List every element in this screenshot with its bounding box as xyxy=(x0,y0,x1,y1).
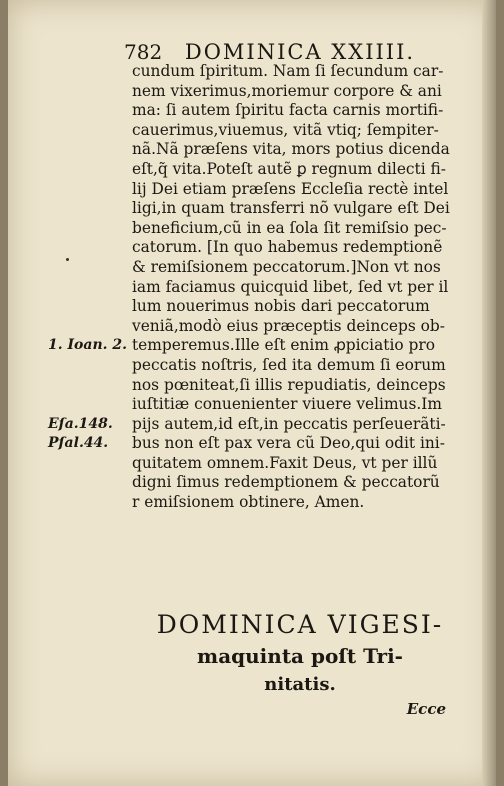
text-line: bus non eſt pax vera cũ Deo,qui odit ini- xyxy=(132,434,445,453)
margin-reference: 1. Ioan. 2. xyxy=(48,337,127,354)
text-line: iuſtitiæ conuenienter viuere velimus.Im xyxy=(132,395,442,414)
text-line: nem vixerimus,moriemur corpore & ani xyxy=(132,81,442,100)
catchword: Ecce xyxy=(406,700,446,718)
text-line: beneficium,cũ in ea ſola ſit remiſsio pec- xyxy=(132,218,447,237)
text-line: nã.Nã præſens vita, mors potius dicenda xyxy=(132,140,450,159)
text-line: ligi,in quam transferri nõ vulgare eſt Dei xyxy=(132,199,450,218)
text-line: iam faciamus quicquid libet, ſed vt per il xyxy=(132,277,449,296)
book-page xyxy=(8,0,496,786)
text-line: pijs autem,id eſt,in peccatis perſeuerãti- xyxy=(132,414,446,433)
ink-speck xyxy=(66,258,69,261)
margin-reference: Eſa.148. xyxy=(48,415,113,432)
text-line: r emiſsionem obtinere, Amen. xyxy=(132,493,365,512)
text-line: lij Dei etiam præſens Eccleſia rectè intel xyxy=(132,179,449,198)
text-line: quitatem omnem.Faxit Deus, vt per illũ xyxy=(132,453,438,472)
text-line: ma: ſi autem ſpiritu facta carnis mortifi- xyxy=(132,101,444,120)
text-line: catorum. [In quo habemus redemptionẽ xyxy=(132,238,443,257)
running-title: DOMINICA XXIIII. xyxy=(184,40,416,64)
page-edge xyxy=(482,0,496,786)
body-text xyxy=(132,62,470,513)
text-line: & remiſsionem peccatorum.]Non vt nos xyxy=(132,257,441,276)
text-line: nos pœniteat,ſi illis repudiatis, deinceps xyxy=(132,375,446,394)
text-line: cauerimus,viuemus, vitã vtiq; ſempiter- xyxy=(132,120,439,139)
text-line: digni ſimus redemptionem & peccatorũ xyxy=(132,473,440,492)
section-title xyxy=(120,610,480,702)
page-number: 782 xyxy=(124,40,163,64)
text-line: veniã,modò eius præceptis deinceps ob- xyxy=(132,316,445,335)
text-line: peccatis noſtris, ſed ita demum ſi eorum xyxy=(132,355,446,374)
text-line: cundum ſpiritum. Nam ſi ſecundum car- xyxy=(132,62,444,80)
margin-reference: Pſal.44. xyxy=(48,435,109,452)
text-line: eſt,q̃ vita.Poteſt autẽ ꝑ regnum dilecti fi- xyxy=(132,159,447,178)
section-title-line-3: nitatis. xyxy=(264,674,336,695)
section-title-line-2: maquinta poſt Tri- xyxy=(197,644,403,668)
text-line: lum nouerimus nobis dari peccatorum xyxy=(132,297,430,316)
text-line: temperemus.Ille eſt enim ꝓpiciatio pro xyxy=(132,336,435,355)
section-title-line-1: DOMINICA VIGESI- xyxy=(156,610,444,639)
